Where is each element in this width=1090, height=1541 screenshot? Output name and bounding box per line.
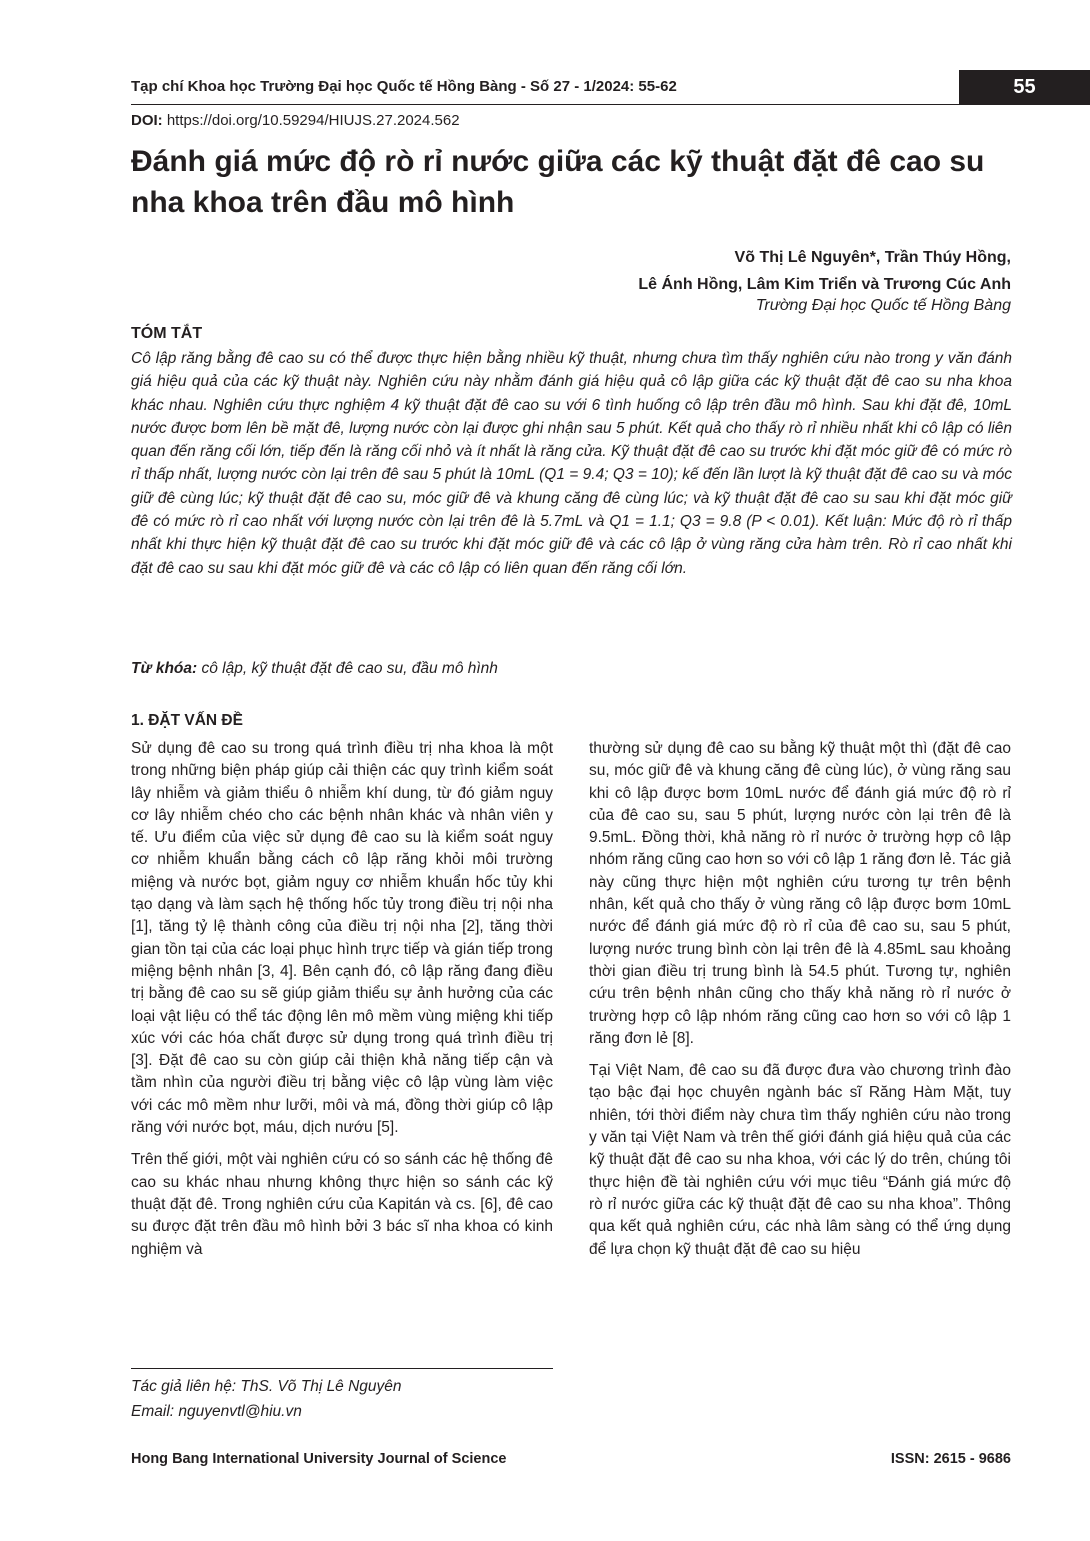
paper-title: Đánh giá mức độ rò rỉ nước giữa các kỹ thuật đặt đê cao su nha khoa trên đầu mô hình <box>131 145 985 219</box>
paragraph: thường sử dụng đê cao su bằng kỹ thuật một thì (đặt đê cao su, móc giữ đê và khung căng đê cùng lúc), ở vùng răng sau khi cô lập được bơm 10mL nước để đánh giá mức độ rò rỉ của đê cao su, sau 5 phút, lượng nước còn lại trên đê là 9.5mL. Đồng thời, khả năng rò rỉ nước ở trường hợp cô lập nhóm răng cũng cao hơn so với cô lập 1 răng đơn lẻ. Tác giả này cũng thực hiện một nghiên cứu tương tự trên bệnh nhân, kết quả cho thấy ở vùng răng cô lập được bơm 10mL nước để đánh giá mức độ rò rỉ của đê cao su, sau 5 phút, lượng nước trung bình còn lại trên đê là 4.85mL sau khoảng thời gian điều trị trung bình là 54.5 phút. Tương tự, nghiên cứu trên bệnh nhân cũng cho thấy khả năng rò rỉ nước ở trường hợp cô lập nhóm răng cũng cao hơn so với cô lập 1 răng đơn lẻ [8]. <box>589 740 1011 1047</box>
paragraph: Sử dụng đê cao su trong quá trình điều trị nha khoa là một trong những biện pháp giúp cải thiện các quy trình kiểm soát lây nhiễm và giảm thiểu ô nhiễm khí dung, từ đó giảm nguy cơ lây nhiễm chéo cho các bệnh nhân khác và nhân viên y tế. Ưu điểm của việc sử dụng đê cao su là kiểm soát nguy cơ nhiễm khuẩn bằng cách cô lập răng khỏi môi trường miệng và nước bọt, giảm nguy cơ nhiễm khuẩn hốc tủy khi tạo dạng và làm sạch hệ thống hốc tủy trong điều trị nội nha [1], tăng tỷ lệ thành công của điều trị nội nha [2], tăng thời gian tồn tại của các loại phục hình trực tiếp và gián tiếp trong miệng bệnh nhân [3, 4]. Bên cạnh đó, cô lập răng đang điều trị bằng đê cao su sẽ giúp giảm thiểu sự ảnh hưởng của các loại vật liệu có thể tác động lên mô mềm vùng miệng khi tiếp xúc với các hóa chất được sử dụng trong quá trình điều trị [3]. Đặt đê cao su còn giúp cải thiện khả năng tiếp cận và tầm nhìn của người điều trị bằng việc cô lập vùng làm việc với các mô mềm như lưỡi, môi và má, đồng thời giúp cô lập răng với nước bọt, máu, dịch nướu [5]. <box>131 740 553 1137</box>
doi-label: DOI: <box>131 112 163 129</box>
abstract-heading: TÓM TẮT <box>131 325 203 342</box>
abstract-text: Cô lập răng bằng đê cao su có thể được thực hiện bằng nhiều kỹ thuật, nhưng chưa tìm thấy nghiên cứu nào trong y văn đánh giá hiệu quả của các kỹ thuật này. Nghiên cứu này nhằm đánh giá hiệu quả cô lập giữa các kỹ thuật đặt đê cao su nha khoa khác nhau. Nghiên cứu thực nghiệm 4 kỹ thuật đặt đê cao su với 6 tình huống cô lập trên đầu mô hình. Sau khi đặt đê, 10mL nước được bơm lên bề mặt đê, lượng nước còn lại được ghi nhận sau 5 phút. Kết quả cho thấy rò rỉ nhiều nhất khi cô lập có liên quan đến răng cối lớn, tiếp đến là răng cối nhỏ và ít nhất là răng cửa. Kỹ thuật đặt đê cao su trước khi đặt móc giữ đê có mức rò rỉ thấp nhất, lượng nước còn lại trên đê sau 5 phút là 10mL (Q1 = 9.4; Q3 = 10); kế đến lần lượt là kỹ thuật đặt đê cao su và móc giữ đê cùng lúc; kỹ thuật đặt đê cao su, móc giữ đê và khung căng đê cùng lúc; và kỹ thuật đặt đê cao su sau khi đặt móc giữ đê có mức rò rỉ cao nhất với lượng nước còn lại trên đê là 5.7mL và Q1 = 1.1; Q3 = 9.8 (P < 0.01). Kết luận: Mức độ rò rỉ thấp nhất khi thực hiện kỹ thuật đặt đê cao su trước khi đặt móc giữ đê và các cô lập ở vùng răng cửa hàm trên. Rò rỉ cao nhất khi đặt đê cao su sau khi đặt móc giữ đê và các cô lập có liên quan đến răng cối lớn. <box>131 350 1012 577</box>
paragraph: Tại Việt Nam, đê cao su đã được đưa vào chương trình đào tạo bậc đại học chuyên ngành bác sĩ Răng Hàm Mặt, tuy nhiên, tới thời điểm này chưa tìm thấy nghiên cứu nào trong y văn tại Việt Nam và trên thế giới đánh giá hiệu quả của các kỹ thuật đặt đê cao su nha khoa, với các lý do trên, chúng tôi thực hiện đề tài nghiên cứu với mục tiêu “Đánh giá mức độ rò rỉ nước giữa các kỹ thuật đặt đê cao su nha khoa”. Thông qua kết quả nghiên cứu, các nhà lâm sàng có thể ứng dụng để lựa chọn kỹ thuật đặt đê cao su hiệu <box>589 1062 1011 1258</box>
journal-header: Tạp chí Khoa học Trường Đại học Quốc tế Hồng Bàng - Số 27 - 1/2024: 55-62 <box>131 78 677 95</box>
contact-author: Tác giả liên hệ: ThS. Võ Thị Lê Nguyên <box>131 1378 402 1395</box>
left-column <box>131 738 553 1271</box>
keywords-label: Từ khóa: <box>131 660 198 677</box>
footer-journal: Hong Bang International University Journal of Science <box>131 1451 507 1467</box>
affiliation: Trường Đại học Quốc tế Hồng Bàng <box>755 297 1011 314</box>
author-list <box>638 244 1011 298</box>
paragraph: Trên thế giới, một vài nghiên cứu có so sánh các hệ thống đê cao su khác nhau nhưng không thực hiện so sánh các kỹ thuật đặt đê. Trong nghiên cứu của Kapitán và cs. [6], đê cao su được đặt trên đầu mô hình bởi 3 bác sĩ nha khoa có kinh nghiệm và <box>131 1151 553 1258</box>
author-line-1: Võ Thị Lê Nguyên*, Trần Thúy Hồng, <box>734 249 1011 266</box>
contact-email[interactable]: Email: nguyenvtl@hiu.vn <box>131 1403 302 1420</box>
contact-info <box>131 1374 402 1424</box>
keywords <box>131 660 498 678</box>
header-rule <box>131 104 959 105</box>
keywords-text: cô lập, kỹ thuật đặt đê cao su, đầu mô hình <box>197 660 498 677</box>
doi-line <box>131 112 460 129</box>
footnote-rule <box>131 1368 553 1369</box>
author-line-2: Lê Ánh Hồng, Lâm Kim Triển và Trương Cúc Anh <box>638 276 1011 293</box>
section-heading: 1. ĐẶT VẤN ĐỀ <box>131 712 243 729</box>
footer-issn: ISSN: 2615 - 9686 <box>890 1451 1011 1467</box>
right-column <box>589 738 1011 1271</box>
page-number: 55 <box>959 70 1090 105</box>
doi-link[interactable]: https://doi.org/10.59294/HIUJS.27.2024.562 <box>166 112 460 129</box>
